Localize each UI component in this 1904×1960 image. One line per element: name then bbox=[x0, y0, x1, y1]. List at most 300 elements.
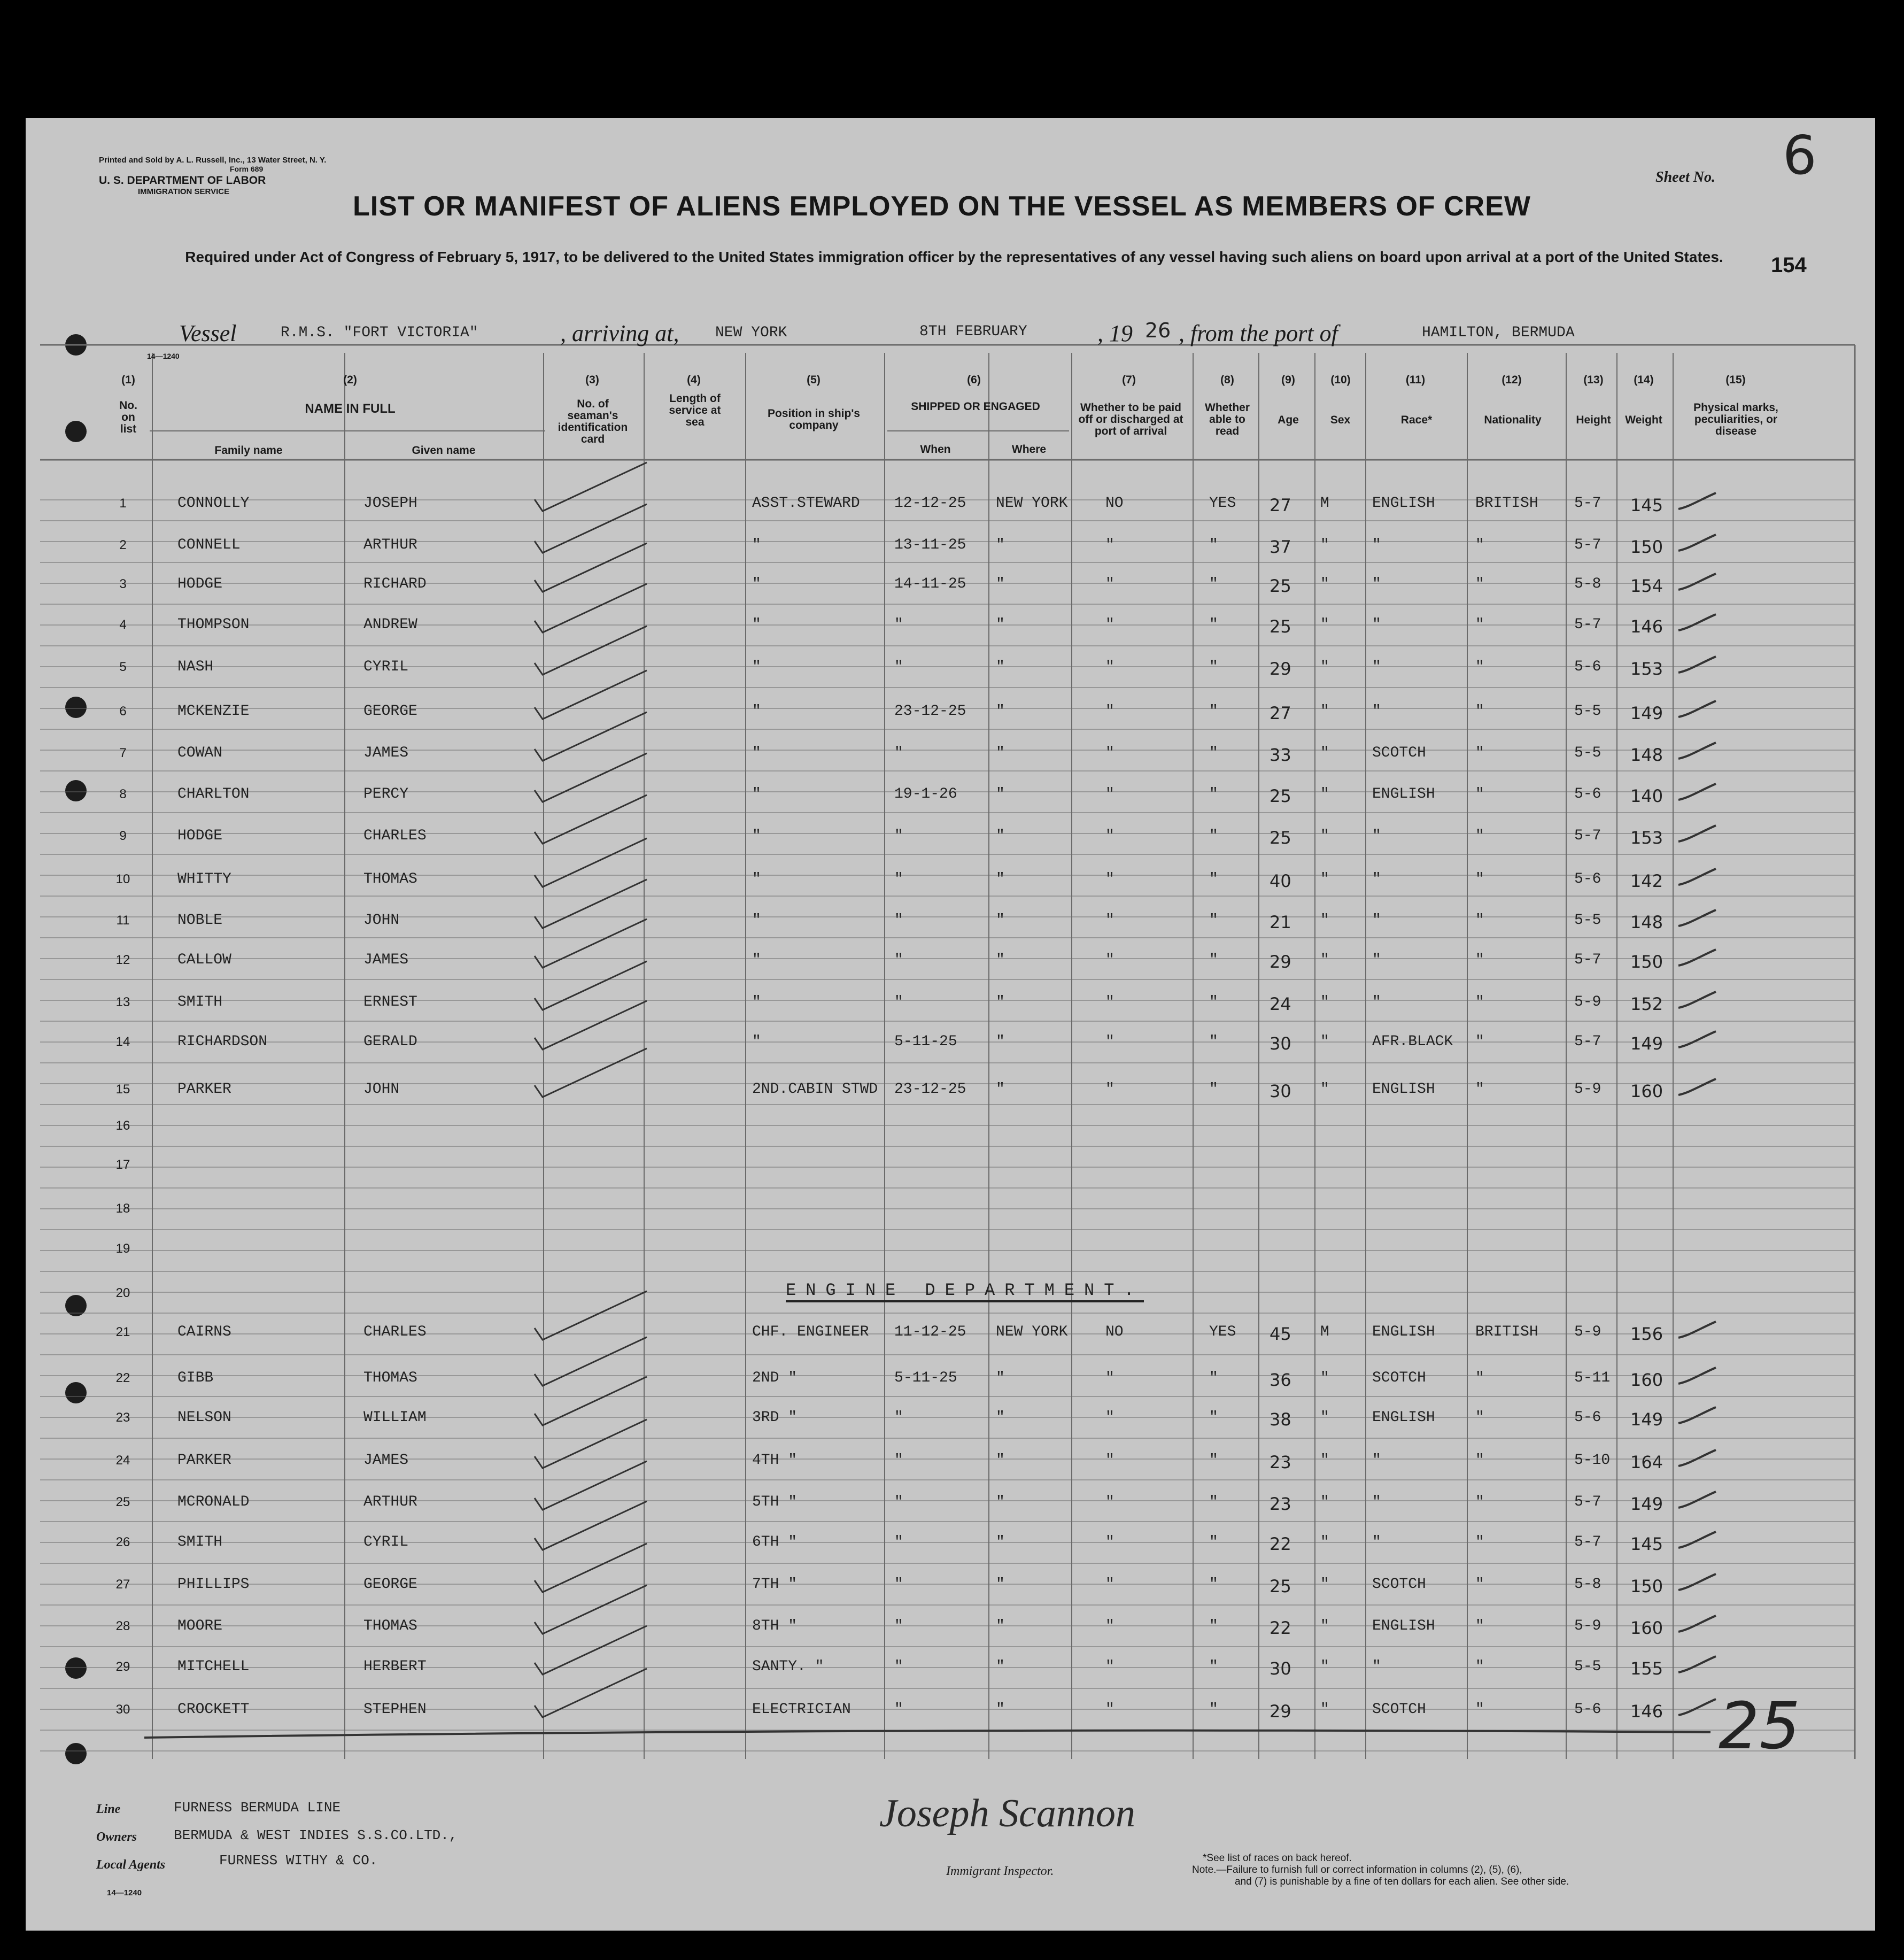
cell-given: CHARLES bbox=[363, 828, 427, 844]
cell-sex: " bbox=[1320, 576, 1329, 592]
cell-nat: " bbox=[1475, 659, 1484, 675]
cell-paid: " bbox=[1105, 1576, 1114, 1593]
header-nationality: Nationality bbox=[1484, 414, 1542, 426]
col-num-13: (13) bbox=[1583, 374, 1604, 386]
cell-height: 5-7 bbox=[1574, 828, 1601, 844]
cell-weight: 149 bbox=[1630, 703, 1663, 723]
col-num-4: (4) bbox=[687, 374, 701, 386]
cell-where: " bbox=[996, 1701, 1005, 1718]
id-checkmark bbox=[535, 919, 647, 968]
cell-given: ARTHUR bbox=[363, 1494, 417, 1510]
cell-sex: " bbox=[1320, 659, 1329, 675]
marks-checkmark bbox=[1678, 701, 1716, 717]
cell-paid: " bbox=[1105, 828, 1114, 844]
cell-age: 33 bbox=[1270, 745, 1291, 765]
cell-given: JOHN bbox=[363, 1081, 400, 1098]
marks-checkmark bbox=[1678, 1656, 1716, 1672]
cell-race: ENGLISH bbox=[1372, 1081, 1435, 1098]
sheet-label: Sheet No. bbox=[1655, 169, 1715, 186]
cell-paid: " bbox=[1105, 1701, 1114, 1718]
cell-nat: " bbox=[1475, 1576, 1484, 1593]
row-number: 30 bbox=[115, 1702, 130, 1717]
cell-position: 5TH " bbox=[752, 1494, 798, 1510]
cell-weight: 145 bbox=[1630, 495, 1663, 515]
cell-race: " bbox=[1372, 537, 1381, 553]
vessel-label: Vessel bbox=[179, 320, 237, 346]
cell-when: " bbox=[894, 1658, 903, 1675]
cell-given: PERCY bbox=[363, 786, 409, 802]
cell-height: 5-8 bbox=[1574, 576, 1601, 592]
header-position: Position in ship's company bbox=[767, 407, 860, 432]
row-number: 12 bbox=[115, 953, 130, 967]
cell-paid: " bbox=[1105, 1658, 1114, 1675]
cell-paid: NO bbox=[1105, 495, 1124, 512]
cell-when: " bbox=[894, 871, 903, 888]
cell-where: " bbox=[996, 745, 1005, 761]
cell-given: ARTHUR bbox=[363, 537, 417, 553]
cell-nat: " bbox=[1475, 1494, 1484, 1510]
cell-paid: " bbox=[1105, 1452, 1114, 1469]
cell-position: " bbox=[752, 659, 761, 675]
cell-position: " bbox=[752, 745, 761, 761]
cell-where: " bbox=[996, 1494, 1005, 1510]
cell-read: " bbox=[1209, 1033, 1218, 1050]
cell-position: 4TH " bbox=[752, 1452, 798, 1469]
cell-when: 5-11-25 bbox=[894, 1033, 957, 1050]
cell-when: " bbox=[894, 659, 903, 675]
cell-where: " bbox=[996, 703, 1005, 720]
id-checkmark bbox=[535, 626, 647, 675]
cell-read: " bbox=[1209, 1701, 1218, 1718]
arrival-date: 8TH FEBRUARY bbox=[919, 323, 1027, 340]
cell-height: 5-9 bbox=[1574, 1618, 1601, 1634]
cell-age: 24 bbox=[1270, 994, 1291, 1014]
cell-race: ENGLISH bbox=[1372, 1618, 1435, 1634]
cell-age: 23 bbox=[1270, 1452, 1291, 1472]
cell-where: " bbox=[996, 1081, 1005, 1098]
cell-family: MOORE bbox=[177, 1618, 223, 1634]
cell-given: JAMES bbox=[363, 745, 409, 761]
cell-sex: " bbox=[1320, 1494, 1329, 1510]
cell-sex: M bbox=[1320, 495, 1329, 512]
departure-port: HAMILTON, BERMUDA bbox=[1422, 325, 1575, 341]
cell-weight: 153 bbox=[1630, 828, 1663, 848]
cell-family: CALLOW bbox=[177, 952, 231, 968]
header-id-card: No. of seaman's identification card bbox=[558, 398, 628, 446]
inspector-signature: Joseph Scannon bbox=[879, 1792, 1135, 1835]
id-checkmark bbox=[535, 1669, 647, 1717]
cell-nat: " bbox=[1475, 1534, 1484, 1550]
marks-checkmark bbox=[1678, 657, 1716, 673]
cell-family: GIBB bbox=[177, 1370, 214, 1386]
row-number: 23 bbox=[115, 1410, 130, 1425]
id-checkmark bbox=[535, 1544, 647, 1592]
cell-paid: " bbox=[1105, 1534, 1114, 1550]
id-checkmark bbox=[535, 961, 647, 1010]
cell-height: 5-7 bbox=[1574, 952, 1601, 968]
cell-race: " bbox=[1372, 994, 1381, 1010]
cell-position: " bbox=[752, 871, 761, 888]
cell-given: STEPHEN bbox=[363, 1701, 427, 1718]
cell-read: " bbox=[1209, 1409, 1218, 1426]
cell-height: 5-6 bbox=[1574, 659, 1601, 675]
row-number: 17 bbox=[115, 1158, 130, 1172]
cell-age: 45 bbox=[1270, 1324, 1291, 1344]
id-checkmark bbox=[535, 1048, 647, 1097]
col-num-11: (11) bbox=[1405, 374, 1426, 386]
cell-position: 2ND.CABIN STWD bbox=[752, 1081, 878, 1098]
cell-position: " bbox=[752, 912, 761, 929]
cell-weight: 145 bbox=[1630, 1534, 1663, 1554]
cell-position: " bbox=[752, 616, 761, 633]
cell-nat: " bbox=[1475, 703, 1484, 720]
cell-age: 25 bbox=[1270, 576, 1291, 596]
cell-weight: 146 bbox=[1630, 1701, 1663, 1722]
cell-height: 5-6 bbox=[1574, 871, 1601, 888]
col-num-9: (9) bbox=[1281, 374, 1295, 386]
id-checkmark bbox=[535, 712, 647, 761]
owners-label: Owners bbox=[96, 1830, 137, 1844]
cell-family: SMITH bbox=[177, 1534, 223, 1550]
row-number: 29 bbox=[115, 1660, 130, 1674]
col-num-8: (8) bbox=[1220, 374, 1234, 386]
cell-sex: " bbox=[1320, 994, 1329, 1010]
cell-where: " bbox=[996, 952, 1005, 968]
cell-age: 29 bbox=[1270, 1701, 1291, 1722]
cell-sex: " bbox=[1320, 1701, 1329, 1718]
row-number: 19 bbox=[115, 1241, 130, 1256]
cell-family: NELSON bbox=[177, 1409, 231, 1426]
marks-checkmark bbox=[1678, 992, 1716, 1008]
cell-position: 8TH " bbox=[752, 1618, 798, 1634]
marks-checkmark bbox=[1678, 493, 1716, 509]
id-checkmark bbox=[535, 1626, 647, 1675]
cell-height: 5-5 bbox=[1574, 912, 1601, 929]
cell-race: SCOTCH bbox=[1372, 1370, 1426, 1386]
cell-height: 5-6 bbox=[1574, 786, 1601, 802]
cell-where: " bbox=[996, 828, 1005, 844]
id-checkmark bbox=[535, 1419, 647, 1468]
cell-nat: " bbox=[1475, 1033, 1484, 1050]
cell-position: SANTY. " bbox=[752, 1658, 824, 1675]
cell-when: " bbox=[894, 952, 903, 968]
closing-rule bbox=[144, 1731, 1710, 1738]
stamp-number: 154 bbox=[1771, 253, 1807, 277]
cell-when: " bbox=[894, 616, 903, 633]
cell-height: 5-9 bbox=[1574, 1081, 1601, 1098]
header-when: When bbox=[920, 443, 951, 456]
owners-value: BERMUDA & WEST INDIES S.S.CO.LTD., bbox=[174, 1827, 458, 1843]
cell-when: " bbox=[894, 828, 903, 844]
cell-age: 29 bbox=[1270, 952, 1291, 972]
row-number: 5 bbox=[119, 660, 127, 674]
form-code-top: 14—1240 bbox=[147, 352, 180, 360]
cell-family: RICHARDSON bbox=[177, 1033, 268, 1050]
cell-read: " bbox=[1209, 952, 1218, 968]
cell-sex: " bbox=[1320, 1033, 1329, 1050]
cell-sex: " bbox=[1320, 1658, 1329, 1675]
cell-paid: " bbox=[1105, 786, 1114, 802]
cell-read: " bbox=[1209, 994, 1218, 1010]
cell-nat: " bbox=[1475, 912, 1484, 929]
cell-race: " bbox=[1372, 1658, 1381, 1675]
section-engine-department: ENGINE DEPARTMENT. bbox=[786, 1280, 1144, 1302]
cell-weight: 164 bbox=[1630, 1452, 1663, 1472]
cell-where: " bbox=[996, 537, 1005, 553]
cell-given: CYRIL bbox=[363, 659, 409, 675]
cell-nat: " bbox=[1475, 1409, 1484, 1426]
cell-age: 27 bbox=[1270, 495, 1291, 515]
cell-where: NEW YORK bbox=[996, 495, 1068, 512]
cell-nat: " bbox=[1475, 828, 1484, 844]
header-sex: Sex bbox=[1330, 414, 1351, 426]
id-checkmark bbox=[535, 1461, 647, 1510]
cell-position: " bbox=[752, 786, 761, 802]
cell-position: 6TH " bbox=[752, 1534, 798, 1550]
line-value: FURNESS BERMUDA LINE bbox=[174, 1800, 341, 1816]
cell-given: JOSEPH bbox=[363, 495, 417, 512]
cell-weight: 149 bbox=[1630, 1494, 1663, 1514]
cell-sex: " bbox=[1320, 871, 1329, 888]
cell-sex: " bbox=[1320, 1618, 1329, 1634]
cell-family: MITCHELL bbox=[177, 1658, 250, 1675]
cell-nat: " bbox=[1475, 576, 1484, 592]
id-checkmark bbox=[535, 1291, 647, 1340]
header-paid-off: Whether to be paid off or discharged at port of arrival bbox=[1078, 402, 1183, 438]
cell-where: NEW YORK bbox=[996, 1324, 1068, 1340]
cell-where: " bbox=[996, 786, 1005, 802]
cell-race: " bbox=[1372, 616, 1381, 633]
header-able-to-read: Whether able to read bbox=[1205, 402, 1250, 438]
marks-checkmark bbox=[1678, 535, 1716, 551]
col-num-2: (2) bbox=[343, 374, 357, 386]
cell-family: CAIRNS bbox=[177, 1324, 231, 1340]
cell-age: 25 bbox=[1270, 828, 1291, 848]
col-num-10: (10) bbox=[1330, 374, 1351, 386]
id-checkmark bbox=[535, 1337, 647, 1386]
cell-race: SCOTCH bbox=[1372, 1701, 1426, 1718]
cell-nat: BRITISH bbox=[1475, 1324, 1538, 1340]
cell-where: " bbox=[996, 659, 1005, 675]
cell-height: 5-7 bbox=[1574, 616, 1601, 633]
cell-weight: 160 bbox=[1630, 1081, 1663, 1101]
agents-label: Local Agents bbox=[96, 1858, 166, 1872]
cell-sex: " bbox=[1320, 616, 1329, 633]
note-races: *See list of races on back hereof. bbox=[1203, 1853, 1352, 1864]
cell-family: CHARLTON bbox=[177, 786, 250, 802]
cell-height: 5-5 bbox=[1574, 1658, 1601, 1675]
cell-where: " bbox=[996, 912, 1005, 929]
cell-height: 5-7 bbox=[1574, 1494, 1601, 1510]
cell-paid: " bbox=[1105, 576, 1114, 592]
cell-age: 22 bbox=[1270, 1534, 1291, 1554]
cell-where: " bbox=[996, 1534, 1005, 1550]
cell-family: NASH bbox=[177, 659, 214, 675]
cell-when: " bbox=[894, 745, 903, 761]
cell-given: ANDREW bbox=[363, 616, 417, 633]
header-given-name: Given name bbox=[412, 444, 476, 457]
header-height: Height bbox=[1576, 414, 1611, 426]
marks-checkmark bbox=[1678, 1532, 1716, 1548]
cell-paid: " bbox=[1105, 912, 1114, 929]
cell-where: " bbox=[996, 1452, 1005, 1469]
cell-read: " bbox=[1209, 703, 1218, 720]
row-number: 18 bbox=[115, 1201, 130, 1216]
cell-sex: " bbox=[1320, 745, 1329, 761]
cell-where: " bbox=[996, 1658, 1005, 1675]
cell-where: " bbox=[996, 576, 1005, 592]
cell-nat: BRITISH bbox=[1475, 495, 1538, 512]
row-number: 10 bbox=[115, 872, 130, 886]
cell-weight: 155 bbox=[1630, 1658, 1663, 1679]
cell-when: 14-11-25 bbox=[894, 576, 966, 592]
cell-sex: M bbox=[1320, 1324, 1329, 1340]
cell-when: 23-12-25 bbox=[894, 1081, 966, 1098]
cell-sex: " bbox=[1320, 912, 1329, 929]
marks-checkmark bbox=[1678, 1492, 1716, 1508]
id-checkmark bbox=[535, 753, 647, 802]
cell-when: 11-12-25 bbox=[894, 1324, 966, 1340]
col-num-3: (3) bbox=[585, 374, 599, 386]
cell-where: " bbox=[996, 1033, 1005, 1050]
cell-weight: 148 bbox=[1630, 745, 1663, 765]
row-number: 2 bbox=[119, 538, 127, 552]
col-num-12: (12) bbox=[1501, 374, 1522, 386]
marks-checkmark bbox=[1678, 1699, 1716, 1715]
cell-given: HERBERT bbox=[363, 1658, 427, 1675]
cell-age: 22 bbox=[1270, 1618, 1291, 1638]
row-number: 21 bbox=[115, 1325, 130, 1339]
cell-read: " bbox=[1209, 1658, 1218, 1675]
header-family-name: Family name bbox=[214, 444, 283, 457]
cell-race: AFR.BLACK bbox=[1372, 1033, 1453, 1050]
cell-weight: 160 bbox=[1630, 1618, 1663, 1638]
cell-paid: " bbox=[1105, 703, 1114, 720]
cell-weight: 140 bbox=[1630, 786, 1663, 806]
cell-nat: " bbox=[1475, 616, 1484, 633]
cell-weight: 148 bbox=[1630, 912, 1663, 932]
cell-height: 5-7 bbox=[1574, 537, 1601, 553]
cell-height: 5-9 bbox=[1574, 1324, 1601, 1340]
cell-race: SCOTCH bbox=[1372, 1576, 1426, 1593]
cell-height: 5-6 bbox=[1574, 1701, 1601, 1718]
cell-height: 5-7 bbox=[1574, 1534, 1601, 1550]
row-number: 28 bbox=[115, 1619, 130, 1633]
id-checkmark bbox=[535, 1377, 647, 1425]
service: IMMIGRATION SERVICE bbox=[138, 187, 230, 196]
cell-height: 5-11 bbox=[1574, 1370, 1611, 1386]
form-number: Form 689 bbox=[230, 165, 264, 173]
cell-read: " bbox=[1209, 1618, 1218, 1634]
cell-race: ENGLISH bbox=[1372, 1409, 1435, 1426]
row-number: 6 bbox=[119, 704, 127, 719]
cell-weight: 150 bbox=[1630, 1576, 1663, 1596]
cell-age: 25 bbox=[1270, 786, 1291, 806]
cell-weight: 154 bbox=[1630, 576, 1663, 596]
cell-read: YES bbox=[1209, 495, 1236, 512]
cell-age: 21 bbox=[1270, 912, 1291, 932]
cell-given: JAMES bbox=[363, 952, 409, 968]
year-prefix: , 19 bbox=[1097, 320, 1133, 346]
printer-note: Printed and Sold by A. L. Russell, Inc., 13 Water Street, N. Y. bbox=[99, 156, 327, 165]
cell-nat: " bbox=[1475, 537, 1484, 553]
cell-race: " bbox=[1372, 871, 1381, 888]
id-checkmark bbox=[535, 504, 647, 553]
row-number: 16 bbox=[115, 1118, 130, 1133]
row-number: 22 bbox=[115, 1371, 130, 1385]
cell-race: " bbox=[1372, 659, 1381, 675]
total-count: 25 bbox=[1719, 1689, 1800, 1764]
cell-weight: 149 bbox=[1630, 1033, 1663, 1054]
note-penalty-2: and (7) is punishable by a fine of ten dollars for each alien. See other side. bbox=[1235, 1876, 1569, 1887]
cell-paid: " bbox=[1105, 952, 1114, 968]
cell-when: 12-12-25 bbox=[894, 495, 966, 512]
marks-checkmark bbox=[1678, 1450, 1716, 1466]
cell-read: " bbox=[1209, 1081, 1218, 1098]
cell-family: CROCKETT bbox=[177, 1701, 250, 1718]
cell-sex: " bbox=[1320, 786, 1329, 802]
cell-race: " bbox=[1372, 1452, 1381, 1469]
cell-read: " bbox=[1209, 1452, 1218, 1469]
cell-read: " bbox=[1209, 1370, 1218, 1386]
cell-given: THOMAS bbox=[363, 1370, 417, 1386]
row-number: 20 bbox=[115, 1286, 130, 1300]
cell-sex: " bbox=[1320, 703, 1329, 720]
cell-age: 40 bbox=[1270, 871, 1291, 891]
cell-read: " bbox=[1209, 537, 1218, 553]
cell-age: 29 bbox=[1270, 659, 1291, 679]
marks-checkmark bbox=[1678, 614, 1716, 630]
cell-family: HODGE bbox=[177, 828, 223, 844]
cell-given: CHARLES bbox=[363, 1324, 427, 1340]
cell-position: 2ND " bbox=[752, 1370, 798, 1386]
cell-paid: " bbox=[1105, 537, 1114, 553]
id-checkmark bbox=[535, 462, 647, 511]
cell-sex: " bbox=[1320, 1534, 1329, 1550]
cell-race: ENGLISH bbox=[1372, 1324, 1435, 1340]
cell-paid: " bbox=[1105, 1081, 1114, 1098]
cell-where: " bbox=[996, 1370, 1005, 1386]
cell-weight: 152 bbox=[1630, 994, 1663, 1014]
cell-family: MCKENZIE bbox=[177, 703, 250, 720]
marks-checkmark bbox=[1678, 1031, 1716, 1047]
cell-given: JOHN bbox=[363, 912, 400, 929]
cell-race: ENGLISH bbox=[1372, 495, 1435, 512]
col-num-5: (5) bbox=[807, 374, 821, 386]
cell-nat: " bbox=[1475, 994, 1484, 1010]
cell-race: " bbox=[1372, 828, 1381, 844]
cell-when: 23-12-25 bbox=[894, 703, 966, 720]
marks-checkmark bbox=[1678, 910, 1716, 926]
cell-family: SMITH bbox=[177, 994, 223, 1010]
id-checkmark bbox=[535, 838, 647, 887]
cell-when: " bbox=[894, 1409, 903, 1426]
cell-age: 30 bbox=[1270, 1658, 1291, 1679]
cell-weight: 153 bbox=[1630, 659, 1663, 679]
cell-when: 19-1-26 bbox=[894, 786, 957, 802]
cell-given: THOMAS bbox=[363, 871, 417, 888]
cell-when: " bbox=[894, 1576, 903, 1593]
cell-given: CYRIL bbox=[363, 1534, 409, 1550]
col-num-7: (7) bbox=[1122, 374, 1136, 386]
cell-weight: 150 bbox=[1630, 537, 1663, 557]
cell-race: SCOTCH bbox=[1372, 745, 1426, 761]
marks-checkmark bbox=[1678, 1616, 1716, 1632]
marks-checkmark bbox=[1678, 743, 1716, 759]
col-num-1: (1) bbox=[121, 374, 135, 386]
row-number: 1 bbox=[119, 496, 127, 511]
cell-position: ASST.STEWARD bbox=[752, 495, 860, 512]
